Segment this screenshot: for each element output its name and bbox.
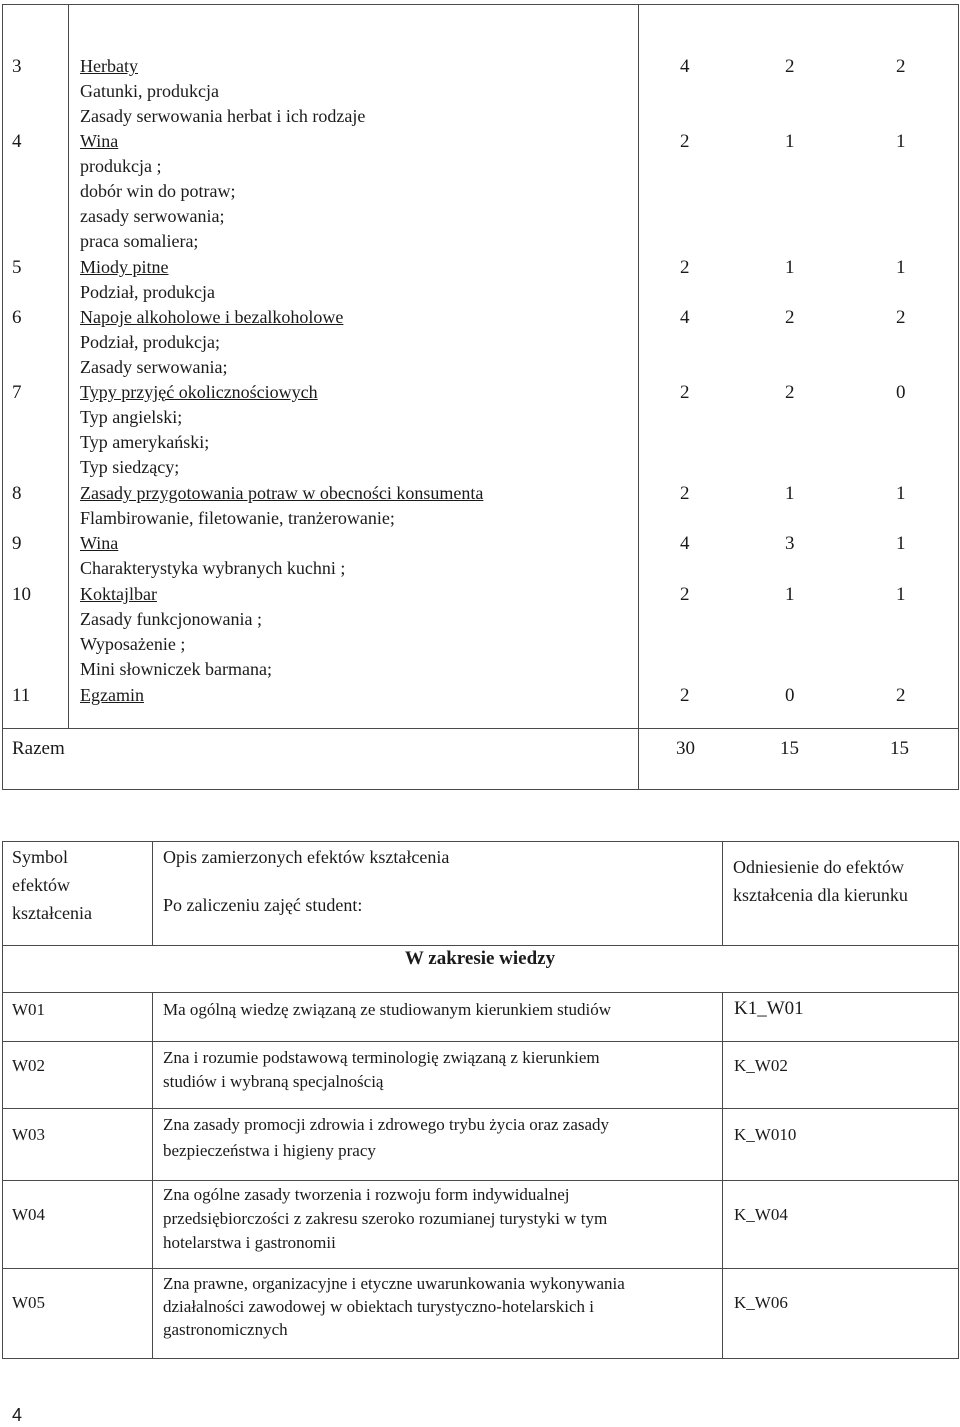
hours-total: 2 <box>680 257 690 278</box>
column-divider-hours <box>638 4 639 790</box>
table-border-right <box>958 4 959 790</box>
row-number: 5 <box>12 257 22 278</box>
outcomes-border-top <box>2 841 959 842</box>
outcome-symbol: W01 <box>12 1000 46 1019</box>
hours-practice: 1 <box>896 533 906 554</box>
header-bottom <box>2 945 959 946</box>
section-title: W zakresie wiedzy <box>404 948 556 969</box>
row-number: 9 <box>12 533 22 554</box>
topic-line: praca somaliera; <box>80 231 199 251</box>
outcome-description-line: Zna prawne, organizacyjne i etyczne uwarunkowania wykonywania <box>163 1274 625 1293</box>
hours-lecture: 2 <box>785 307 795 328</box>
topic-line: Podział, produkcja <box>80 282 215 302</box>
hours-lecture: 3 <box>785 533 795 554</box>
description-header-line1: Opis zamierzonych efektów kształcenia <box>163 847 450 867</box>
topic-line: Typ siedzący; <box>80 457 180 477</box>
topic-line: Zasady funkcjonowania ; <box>80 609 262 629</box>
outcomes-border-right <box>958 841 959 1359</box>
outcome-description <box>163 1000 611 1020</box>
outcome-description-line: studiów i wybraną specjalnością <box>163 1072 384 1091</box>
row-divider <box>2 1108 959 1109</box>
hours-total: 2 <box>680 685 690 706</box>
hours-total: 4 <box>680 533 690 554</box>
hours-total: 4 <box>680 56 690 77</box>
row-number: 10 <box>12 584 31 605</box>
row-number: 11 <box>12 685 31 706</box>
row-number: 3 <box>12 56 22 77</box>
outcomes-border-left <box>2 841 3 1359</box>
topic-line: Wyposażenie ; <box>80 634 186 654</box>
outcome-reference: K_W02 <box>734 1056 788 1075</box>
outcome-symbol: W02 <box>12 1056 46 1075</box>
symbol-header-line: kształcenia <box>12 903 92 923</box>
topic-line: Typ amerykański; <box>80 432 210 452</box>
topic-line: Zasady serwowania; <box>80 357 228 377</box>
table-border-left <box>2 4 3 790</box>
row-divider <box>2 1180 959 1181</box>
row-number: 4 <box>12 131 22 152</box>
body-divider-2 <box>722 992 723 1359</box>
topic-line: dobór win do potraw; <box>80 181 236 201</box>
hours-practice: 0 <box>896 382 906 403</box>
reference-header-line2: kształcenia dla kierunku <box>733 885 908 905</box>
outcome-symbol: W05 <box>12 1293 46 1312</box>
outcomes-border-bottom <box>2 1358 959 1359</box>
topic-title: Wina <box>80 533 119 553</box>
outcome-description-line: Ma ogólną wiedzę związaną ze studiowanym kierunkiem studiów <box>163 1000 612 1019</box>
hours-practice: 2 <box>896 307 906 328</box>
topic-title: Koktajlbar <box>80 584 157 604</box>
row-number: 8 <box>12 483 22 504</box>
row-divider <box>2 1268 959 1269</box>
outcome-symbol: W04 <box>12 1205 46 1224</box>
hours-practice: 1 <box>896 257 906 278</box>
row-number: 7 <box>12 382 22 403</box>
header-divider-1 <box>152 841 153 945</box>
hours-total: 4 <box>680 307 690 328</box>
topic-line: Mini słowniczek barmana; <box>80 659 272 679</box>
topic-line: Zasady serwowania herbat i ich rodzaje <box>80 106 366 126</box>
outcome-description-line: Zna zasady promocji zdrowia i zdrowego trybu życia oraz zasady <box>163 1115 610 1134</box>
outcome-description <box>163 1046 600 1094</box>
outcome-reference: K_W04 <box>734 1205 788 1224</box>
total-row-divider <box>2 728 959 729</box>
hours-practice: 1 <box>896 584 906 605</box>
outcome-reference: K_W010 <box>734 1125 797 1144</box>
body-divider-1 <box>152 992 153 1359</box>
topic-line: Gatunki, produkcja <box>80 81 219 101</box>
hours-practice: 1 <box>896 483 906 504</box>
topic-line: Flambirowanie, filetowanie, tranżerowanie; <box>80 508 395 528</box>
total-practice: 15 <box>890 738 909 759</box>
hours-lecture: 2 <box>785 382 795 403</box>
description-header-line2: Po zaliczeniu zajęć student: <box>163 895 363 915</box>
column-divider-number <box>68 4 69 728</box>
hours-practice: 2 <box>896 685 906 706</box>
hours-lecture: 1 <box>785 584 795 605</box>
topic-title: Miody pitne <box>80 257 169 277</box>
hours-total: 2 <box>680 131 690 152</box>
row-divider <box>2 1041 959 1042</box>
topic-title: Wina <box>80 131 119 151</box>
hours-practice: 2 <box>896 56 906 77</box>
table-border-bottom <box>2 789 959 790</box>
table-border-top <box>2 4 959 5</box>
header-divider-2 <box>722 841 723 945</box>
hours-lecture: 1 <box>785 483 795 504</box>
topic-title: Herbaty <box>80 56 138 76</box>
page-number: 4 <box>12 1405 23 1425</box>
outcome-description-line: Zna i rozumie podstawową terminologię związaną z kierunkiem <box>163 1048 600 1067</box>
outcome-description-line: przedsiębiorczości z zakresu szeroko rozumianej turystyki w tym <box>163 1209 608 1228</box>
symbol-header-line: efektów <box>12 875 70 895</box>
outcome-description-line: hotelarstwa i gastronomii <box>163 1233 336 1252</box>
row-number: 6 <box>12 307 22 328</box>
hours-total: 2 <box>680 483 690 504</box>
topic-line: Podział, produkcja; <box>80 332 220 352</box>
topic-line: zasady serwowania; <box>80 206 225 226</box>
hours-total: 2 <box>680 584 690 605</box>
section-bottom <box>2 992 959 993</box>
outcome-description-line: gastronomicznych <box>163 1320 288 1339</box>
topic-title: Zasady przygotowania potraw w obecności konsumenta <box>80 483 484 503</box>
hours-lecture: 2 <box>785 56 795 77</box>
outcome-reference: K_W06 <box>734 1293 788 1312</box>
outcome-description <box>163 1183 607 1255</box>
topic-line: Typ angielski; <box>80 407 183 427</box>
symbol-header <box>12 843 92 927</box>
outcome-description <box>163 1112 609 1164</box>
hours-lecture: 0 <box>785 685 795 706</box>
hours-practice: 1 <box>896 131 906 152</box>
topic-title: Napoje alkoholowe i bezalkoholowe <box>80 307 344 327</box>
reference-header-line1: Odniesienie do efektów <box>733 857 904 877</box>
outcome-symbol: W03 <box>12 1125 46 1144</box>
topic-line: Charakterystyka wybranych kuchni ; <box>80 558 346 578</box>
hours-lecture: 1 <box>785 257 795 278</box>
outcome-description-line: Zna ogólne zasady tworzenia i rozwoju form indywidualnej <box>163 1185 570 1204</box>
topic-line: produkcja ; <box>80 156 162 176</box>
total-hours: 30 <box>676 738 695 759</box>
topic-title: Typy przyjęć okolicznościowych <box>80 382 318 402</box>
total-label: Razem <box>12 738 65 759</box>
hours-total: 2 <box>680 382 690 403</box>
outcome-description-line: działalności zawodowej w obiektach turystyczno-hotelarskich i <box>163 1297 594 1316</box>
topic-title: Egzamin <box>80 685 144 705</box>
outcome-reference: K1_W01 <box>734 998 804 1019</box>
total-lecture: 15 <box>780 738 799 759</box>
outcome-description <box>163 1272 625 1341</box>
outcome-description-line: bezpieczeństwa i higieny pracy <box>163 1141 376 1160</box>
hours-lecture: 1 <box>785 131 795 152</box>
symbol-header-line: Symbol <box>12 847 69 867</box>
